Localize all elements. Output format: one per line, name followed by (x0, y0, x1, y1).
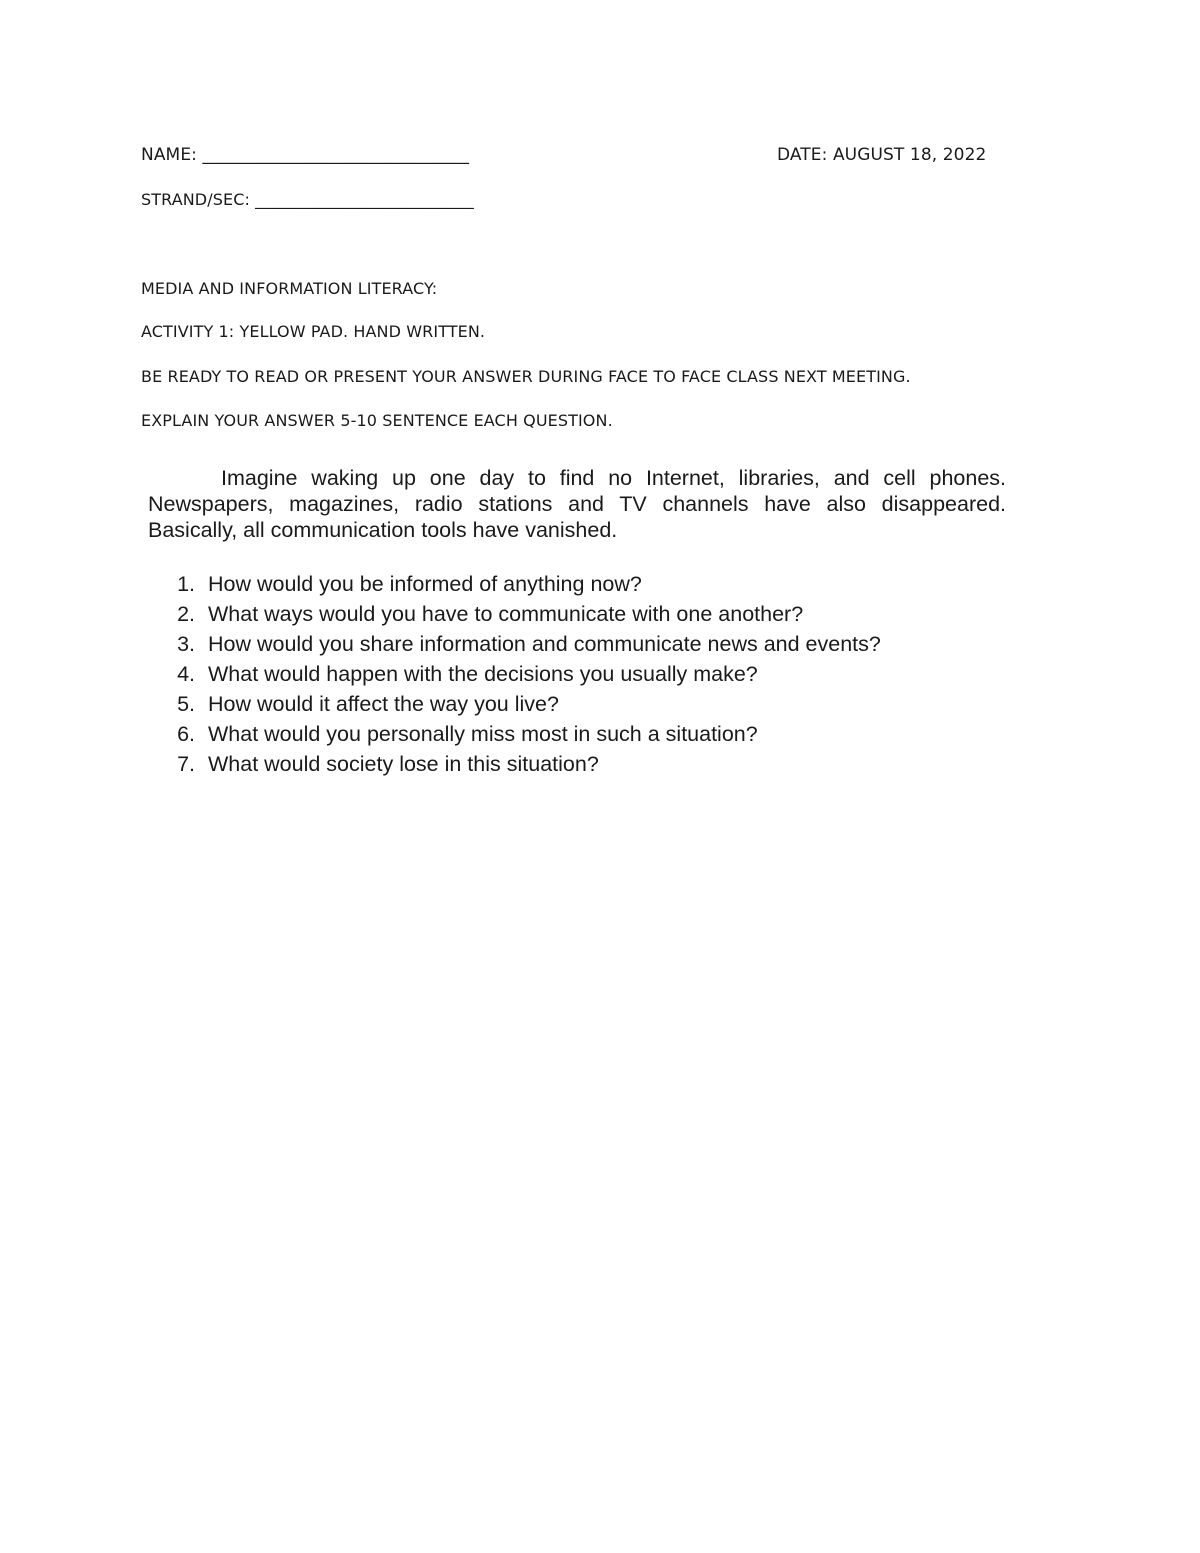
question-number: 1. (177, 572, 195, 596)
question-item (148, 599, 1008, 629)
activity-instruction: ACTIVITY 1: YELLOW PAD. HAND WRITTEN. (141, 322, 486, 341)
question-number: 6. (177, 722, 195, 746)
question-text: What would you personally miss most in such a situation? (208, 722, 758, 746)
question-item (148, 719, 1008, 749)
subject-title: MEDIA AND INFORMATION LITERACY: (141, 279, 438, 298)
question-text: What would society lose in this situation? (208, 752, 599, 776)
question-number: 3. (177, 632, 195, 656)
question-number: 4. (177, 662, 195, 686)
question-text: How would you share information and communicate news and events? (208, 632, 881, 656)
question-text: What ways would you have to communicate with one another? (208, 602, 804, 626)
question-item (148, 749, 1008, 779)
explain-instruction: EXPLAIN YOUR ANSWER 5-10 SENTENCE EACH QUESTION. (141, 411, 613, 430)
date-label: DATE: AUGUST 18, 2022 (777, 145, 987, 165)
scenario-paragraph: Imagine waking up one day to find no Internet, libraries, and cell phones. Newspapers, magazines, radio stations and TV channels have also disappeared. Basically, all communication tools have vanished. (148, 466, 1006, 542)
question-item (148, 569, 1008, 599)
question-number: 5. (177, 692, 195, 716)
question-text: How would it affect the way you live? (208, 692, 559, 716)
strand-section-field-line: STRAND/SEC: ___________________________ (141, 190, 474, 209)
question-text: How would you be informed of anything now? (208, 572, 642, 596)
name-field-line: NAME: _______________________________ (141, 145, 470, 165)
question-item (148, 629, 1008, 659)
question-number: 2. (177, 602, 195, 626)
question-list (148, 569, 1008, 779)
question-item (148, 659, 1008, 689)
question-number: 7. (177, 752, 195, 776)
ready-instruction: BE READY TO READ OR PRESENT YOUR ANSWER DURING FACE TO FACE CLASS NEXT MEETING. (141, 367, 911, 386)
question-text: What would happen with the decisions you usually make? (208, 662, 758, 686)
question-item (148, 689, 1008, 719)
